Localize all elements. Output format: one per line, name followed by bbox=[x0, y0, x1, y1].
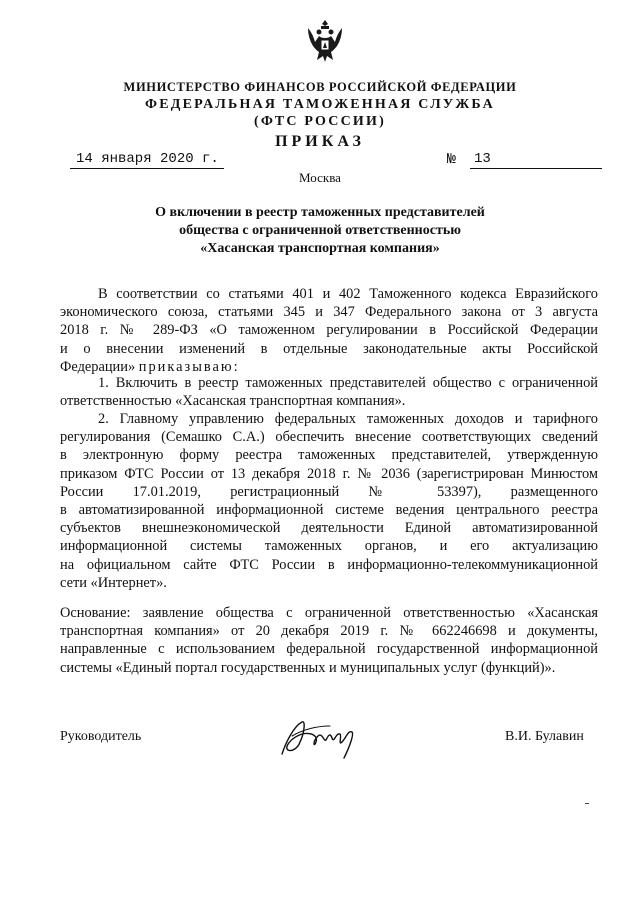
text-line: Основание: заявление общества с ограниченной ответственностью «Хасанская bbox=[60, 605, 598, 621]
text-line: регулирования (Семашко С.А.) обеспечить внесение соответствующих сведений bbox=[60, 429, 598, 446]
text-line: в автоматизированной информационной системе ведения центрального реестра bbox=[60, 501, 598, 518]
text-line: субъектов внешнеэкономической деятельности Единой автоматизированной bbox=[60, 520, 598, 537]
coat-of-arms-icon bbox=[302, 18, 348, 70]
clause-2 bbox=[60, 410, 598, 592]
text-line: информационной системы таможенных органов, и его актуализацию bbox=[60, 538, 598, 555]
clause-1 bbox=[60, 374, 598, 410]
text-line: на официальном сайте ФТС России в информационно-телекоммуникационной bbox=[60, 556, 598, 573]
text-line: сети «Интернет». bbox=[60, 574, 167, 591]
text-line: В соответствии со статьями 401 и 402 Таможенного кодекса Евразийского bbox=[98, 286, 598, 302]
basis-paragraph bbox=[60, 604, 598, 677]
order-title bbox=[60, 204, 580, 258]
preamble-paragraph bbox=[60, 285, 598, 376]
text-line: 1. Включить в реестр таможенных представителей общество с ограниченной bbox=[98, 375, 598, 391]
text-line: транспортная компания» от 20 декабря 2019 г. № 662246698 и документы, bbox=[60, 623, 598, 640]
text-line: приказом ФТС России от 13 декабря 2018 г. № 2036 (зарегистрирован Минюстом bbox=[60, 465, 598, 482]
text-line: 2. Главному управлению федеральных таможенных доходов и тарифного bbox=[98, 411, 598, 427]
document-type: ПРИКАЗ bbox=[275, 133, 365, 150]
text-line: экономического союза, статьями 345 и 347 Федерального закона от 3 августа bbox=[60, 304, 598, 321]
text-line: и о внесении изменений в отдельные законодательные акты Российской bbox=[60, 340, 598, 357]
service-abbreviation: (ФТС РОССИИ) bbox=[254, 114, 386, 129]
order-title-line: О включении в реестр таможенных представителей bbox=[155, 205, 485, 220]
command-word: приказываю: bbox=[138, 358, 240, 375]
margin-mark bbox=[585, 803, 589, 804]
text-line: России 17.01.2019, регистрационный № 53397), размещенного bbox=[60, 483, 598, 500]
preamble-end: Федерации» bbox=[60, 358, 136, 375]
order-title-line: общества с ограниченной ответственностью bbox=[179, 223, 461, 238]
signer-name: В.И. Булавин bbox=[505, 729, 584, 744]
order-date: 14 января 2020 г. bbox=[70, 151, 224, 169]
ministry-name: МИНИСТЕРСТВО ФИНАНСОВ РОССИЙСКОЙ ФЕДЕРАЦИИ bbox=[123, 80, 517, 94]
text-line: ответственностью «Хасанская транспортная компания». bbox=[60, 393, 406, 410]
issue-city: Москва bbox=[299, 170, 341, 185]
text-line: системы «Единый портал государственных и муниципальных услуг (функций)». bbox=[60, 659, 556, 676]
order-number: 13 bbox=[470, 151, 602, 169]
order-title-line: «Хасанская транспортная компания» bbox=[200, 241, 440, 256]
signer-position: Руководитель bbox=[60, 729, 142, 744]
handwritten-signature bbox=[272, 712, 368, 764]
text-line: направленные с использованием федеральной государственной информационной bbox=[60, 641, 598, 658]
text-line: 2018 г. № 289-ФЗ «О таможенном регулировании в Российской Федерации bbox=[60, 322, 598, 339]
service-name: ФЕДЕРАЛЬНАЯ ТАМОЖЕННАЯ СЛУЖБА bbox=[145, 97, 495, 112]
text-line: в электронную форму реестра таможенных представителей, утвержденную bbox=[60, 447, 598, 464]
order-number-sign: № bbox=[447, 151, 457, 168]
